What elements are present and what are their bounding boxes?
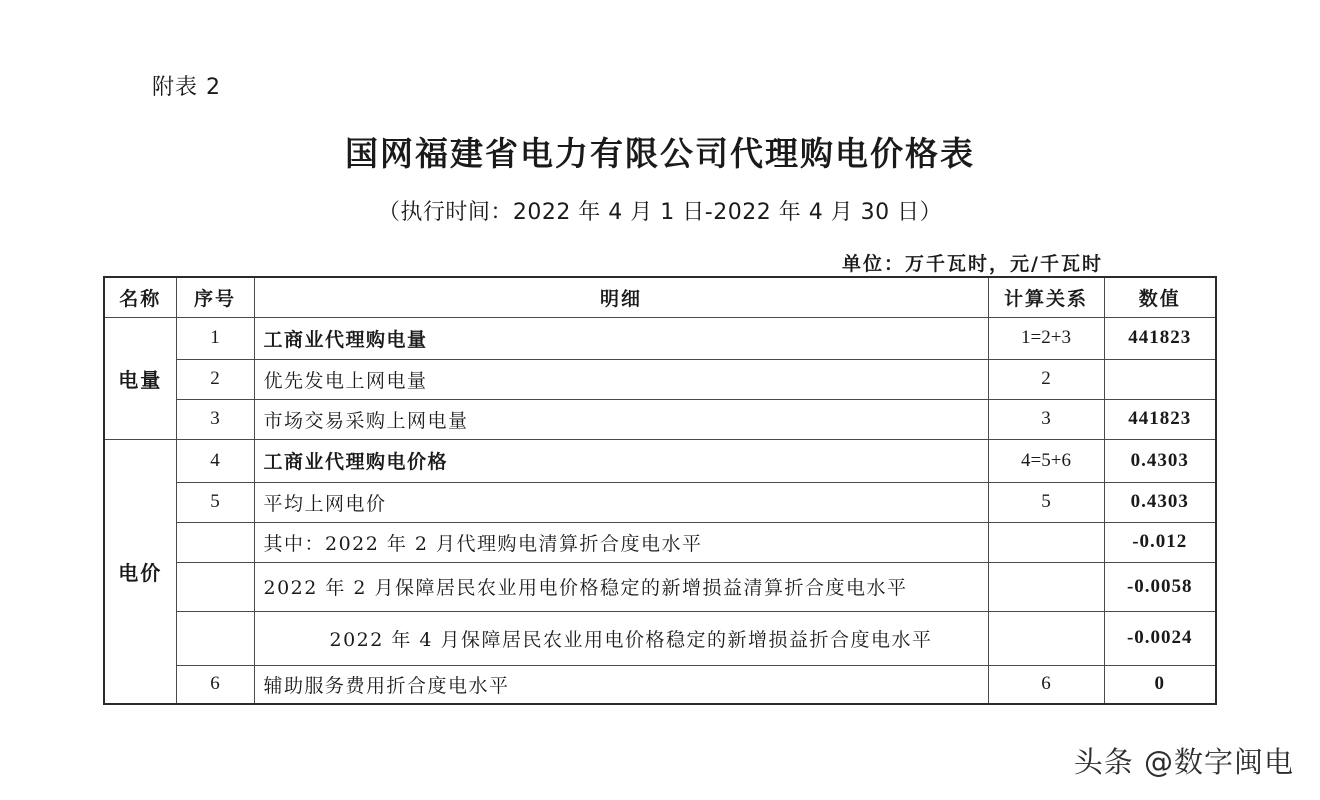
detail-cell: 2022 年 4 月保障居民农业用电价格稳定的新增损益折合度电水平 [254, 611, 988, 665]
value-cell: 0.4303 [1104, 439, 1216, 482]
seq-cell: 5 [176, 482, 254, 522]
detail-cell: 优先发电上网电量 [254, 359, 988, 399]
seq-cell: 4 [176, 439, 254, 482]
table-row [104, 611, 1216, 665]
calc-cell: 2 [988, 359, 1104, 399]
seq-cell: 6 [176, 665, 254, 704]
calc-cell [988, 522, 1104, 562]
unit-note: 单位：万千瓦时，元/千瓦时 [842, 253, 1103, 275]
effective-period: （执行时间：2022 年 4 月 1 日-2022 年 4 月 30 日） [377, 200, 943, 225]
document-title: 国网福建省电力有限公司代理购电价格表 [345, 134, 975, 173]
calc-cell: 4=5+6 [988, 439, 1104, 482]
calc-cell: 3 [988, 399, 1104, 439]
table-row [104, 317, 1216, 359]
detail-cell: 市场交易采购上网电量 [254, 399, 988, 439]
calc-cell: 6 [988, 665, 1104, 704]
value-cell: -0.0024 [1104, 611, 1216, 665]
seq-cell [176, 522, 254, 562]
group-label-price: 电价 [104, 439, 176, 704]
detail-cell: 2022 年 2 月保障居民农业用电价格稳定的新增损益清算折合度电水平 [254, 562, 988, 611]
calc-cell: 1=2+3 [988, 317, 1104, 359]
seq-cell: 1 [176, 317, 254, 359]
price-table [103, 276, 1217, 705]
annex-label: 附表 2 [152, 75, 221, 100]
value-cell: -0.012 [1104, 522, 1216, 562]
seq-cell [176, 562, 254, 611]
value-cell: 441823 [1104, 317, 1216, 359]
watermark: 头条 @数字闽电 [1073, 745, 1294, 779]
value-cell: 441823 [1104, 399, 1216, 439]
detail-cell: 其中：2022 年 2 月代理购电清算折合度电水平 [254, 522, 988, 562]
seq-cell [176, 611, 254, 665]
header-detail: 明细 [254, 277, 988, 317]
detail-cell: 工商业代理购电量 [254, 317, 988, 359]
seq-cell: 2 [176, 359, 254, 399]
group-label-quantity: 电量 [104, 317, 176, 439]
table-row [104, 562, 1216, 611]
table-row [104, 439, 1216, 482]
detail-cell: 平均上网电价 [254, 482, 988, 522]
value-cell: -0.0058 [1104, 562, 1216, 611]
header-seq: 序号 [176, 277, 254, 317]
table-row [104, 522, 1216, 562]
header-value: 数值 [1104, 277, 1216, 317]
table-row [104, 399, 1216, 439]
calc-cell: 5 [988, 482, 1104, 522]
detail-cell: 辅助服务费用折合度电水平 [254, 665, 988, 704]
seq-cell: 3 [176, 399, 254, 439]
value-cell [1104, 359, 1216, 399]
table-row [104, 359, 1216, 399]
calc-cell [988, 562, 1104, 611]
calc-cell [988, 611, 1104, 665]
header-name: 名称 [104, 277, 176, 317]
value-cell: 0 [1104, 665, 1216, 704]
detail-cell: 工商业代理购电价格 [254, 439, 988, 482]
value-cell: 0.4303 [1104, 482, 1216, 522]
table-row [104, 482, 1216, 522]
header-calc: 计算关系 [988, 277, 1104, 317]
table-header-row [104, 277, 1216, 317]
table-row [104, 665, 1216, 704]
